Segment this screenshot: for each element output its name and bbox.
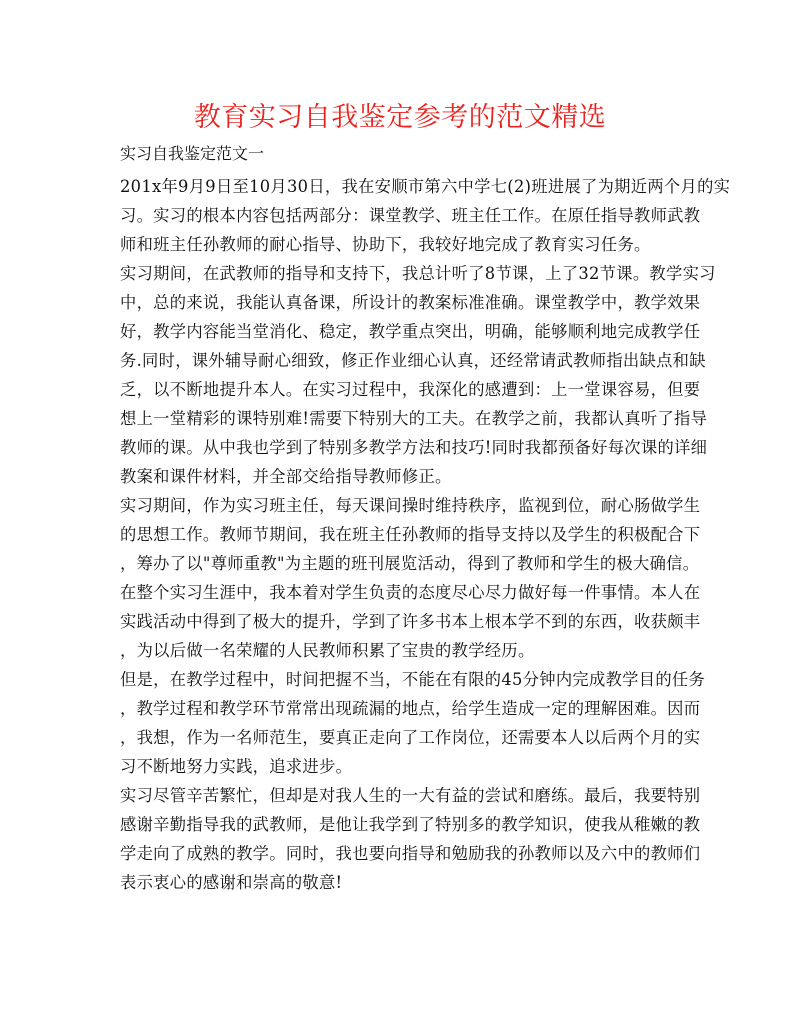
text-line: ，教学过程和教学环节常常出现疏漏的地点，给学生造成一定的理解困难。因而 (120, 699, 701, 718)
text-line: 好，教学内容能当堂消化、稳定，教学重点突出，明确，能够顺利地完成教学任 (120, 322, 701, 341)
document-title: 教育实习自我鉴定参考的范文精选 (193, 102, 607, 133)
text-line: 务.同时，课外辅导耐心细致，修正作业细心认真，还经常请武教师指出缺点和缺 (120, 351, 706, 370)
document-subtitle: 实习自我鉴定范文一 (120, 144, 265, 163)
text-line: ，筹办了以"尊师重教"为主题的班刊展览活动，得到了教师和学生的极大确信。 (120, 554, 700, 573)
text-line: 乏，以不断地提升本人。在实习过程中，我深化的感遭到：上一堂课容易，但要 (120, 380, 701, 399)
text-line: 201x年9月9日至10月30日，我在安顺市第六中学七(2)班进展了为期近两个月的实 (120, 177, 731, 196)
text-line: 感谢辛勤指导我的武教师，是他让我学到了特别多的教学知识，使我从稚嫩的教 (120, 815, 701, 834)
text-line: 想上一堂精彩的课特别难!需要下特别大的工夫。在教学之前，我都认真听了指导 (120, 409, 708, 428)
text-line: 教案和课件材料，并全部交给指导教师修正。 (120, 467, 452, 486)
text-line: 实习期间，作为实习班主任，每天课间操时维持秩序，监视到位，耐心肠做学生 (120, 496, 701, 515)
text-line: 实践活动中得到了极大的提升，学到了许多书本上根本学不到的东西，收获颇丰 (120, 612, 701, 631)
text-line: 实习尽管辛苦繁忙，但却是对我人生的一大有益的尝试和磨练。最后，我要特别 (120, 786, 701, 805)
text-line: 表示衷心的感谢和崇高的敬意! (120, 873, 343, 892)
text-line: ，为以后做一名荣耀的人民教师积累了宝贵的教学经历。 (120, 641, 535, 660)
text-line: ，我想，作为一名师范生，要真正走向了工作岗位，还需要本人以后两个月的实 (120, 728, 701, 747)
document-body (120, 172, 731, 897)
text-line: 习。实习的根本内容包括两部分：课堂教学、班主任工作。在原任指导教师武教 (120, 206, 701, 225)
text-line: 学走向了成熟的教学。同时，我也要向指导和勉励我的孙教师以及六中的教师们 (120, 844, 701, 863)
text-line: 习不断地努力实践，追求进步。 (120, 757, 353, 776)
text-line: 教师的课。从中我也学到了特别多教学方法和技巧!同时我都预备好每次课的详细 (120, 438, 708, 457)
text-line: 师和班主任孙教师的耐心指导、协助下，我较好地完成了教育实习任务。 (120, 235, 651, 254)
text-line: 实习期间，在武教师的指导和支持下，我总计听了8节课，上了32节课。教学实习 (120, 264, 716, 283)
text-line: 在整个实习生涯中，我本着对学生负责的态度尽心尽力做好每一件事情。本人在 (120, 583, 701, 602)
text-line: 但是，在教学过程中，时间把握不当，不能在有限的45分钟内完成教学目的任务 (120, 670, 706, 689)
text-line: 的思想工作。教师节期间，我在班主任孙教师的指导支持以及学生的积极配合下 (120, 525, 701, 544)
text-line: 中，总的来说，我能认真备课，所设计的教案标准准确。课堂教学中，教学效果 (120, 293, 701, 312)
